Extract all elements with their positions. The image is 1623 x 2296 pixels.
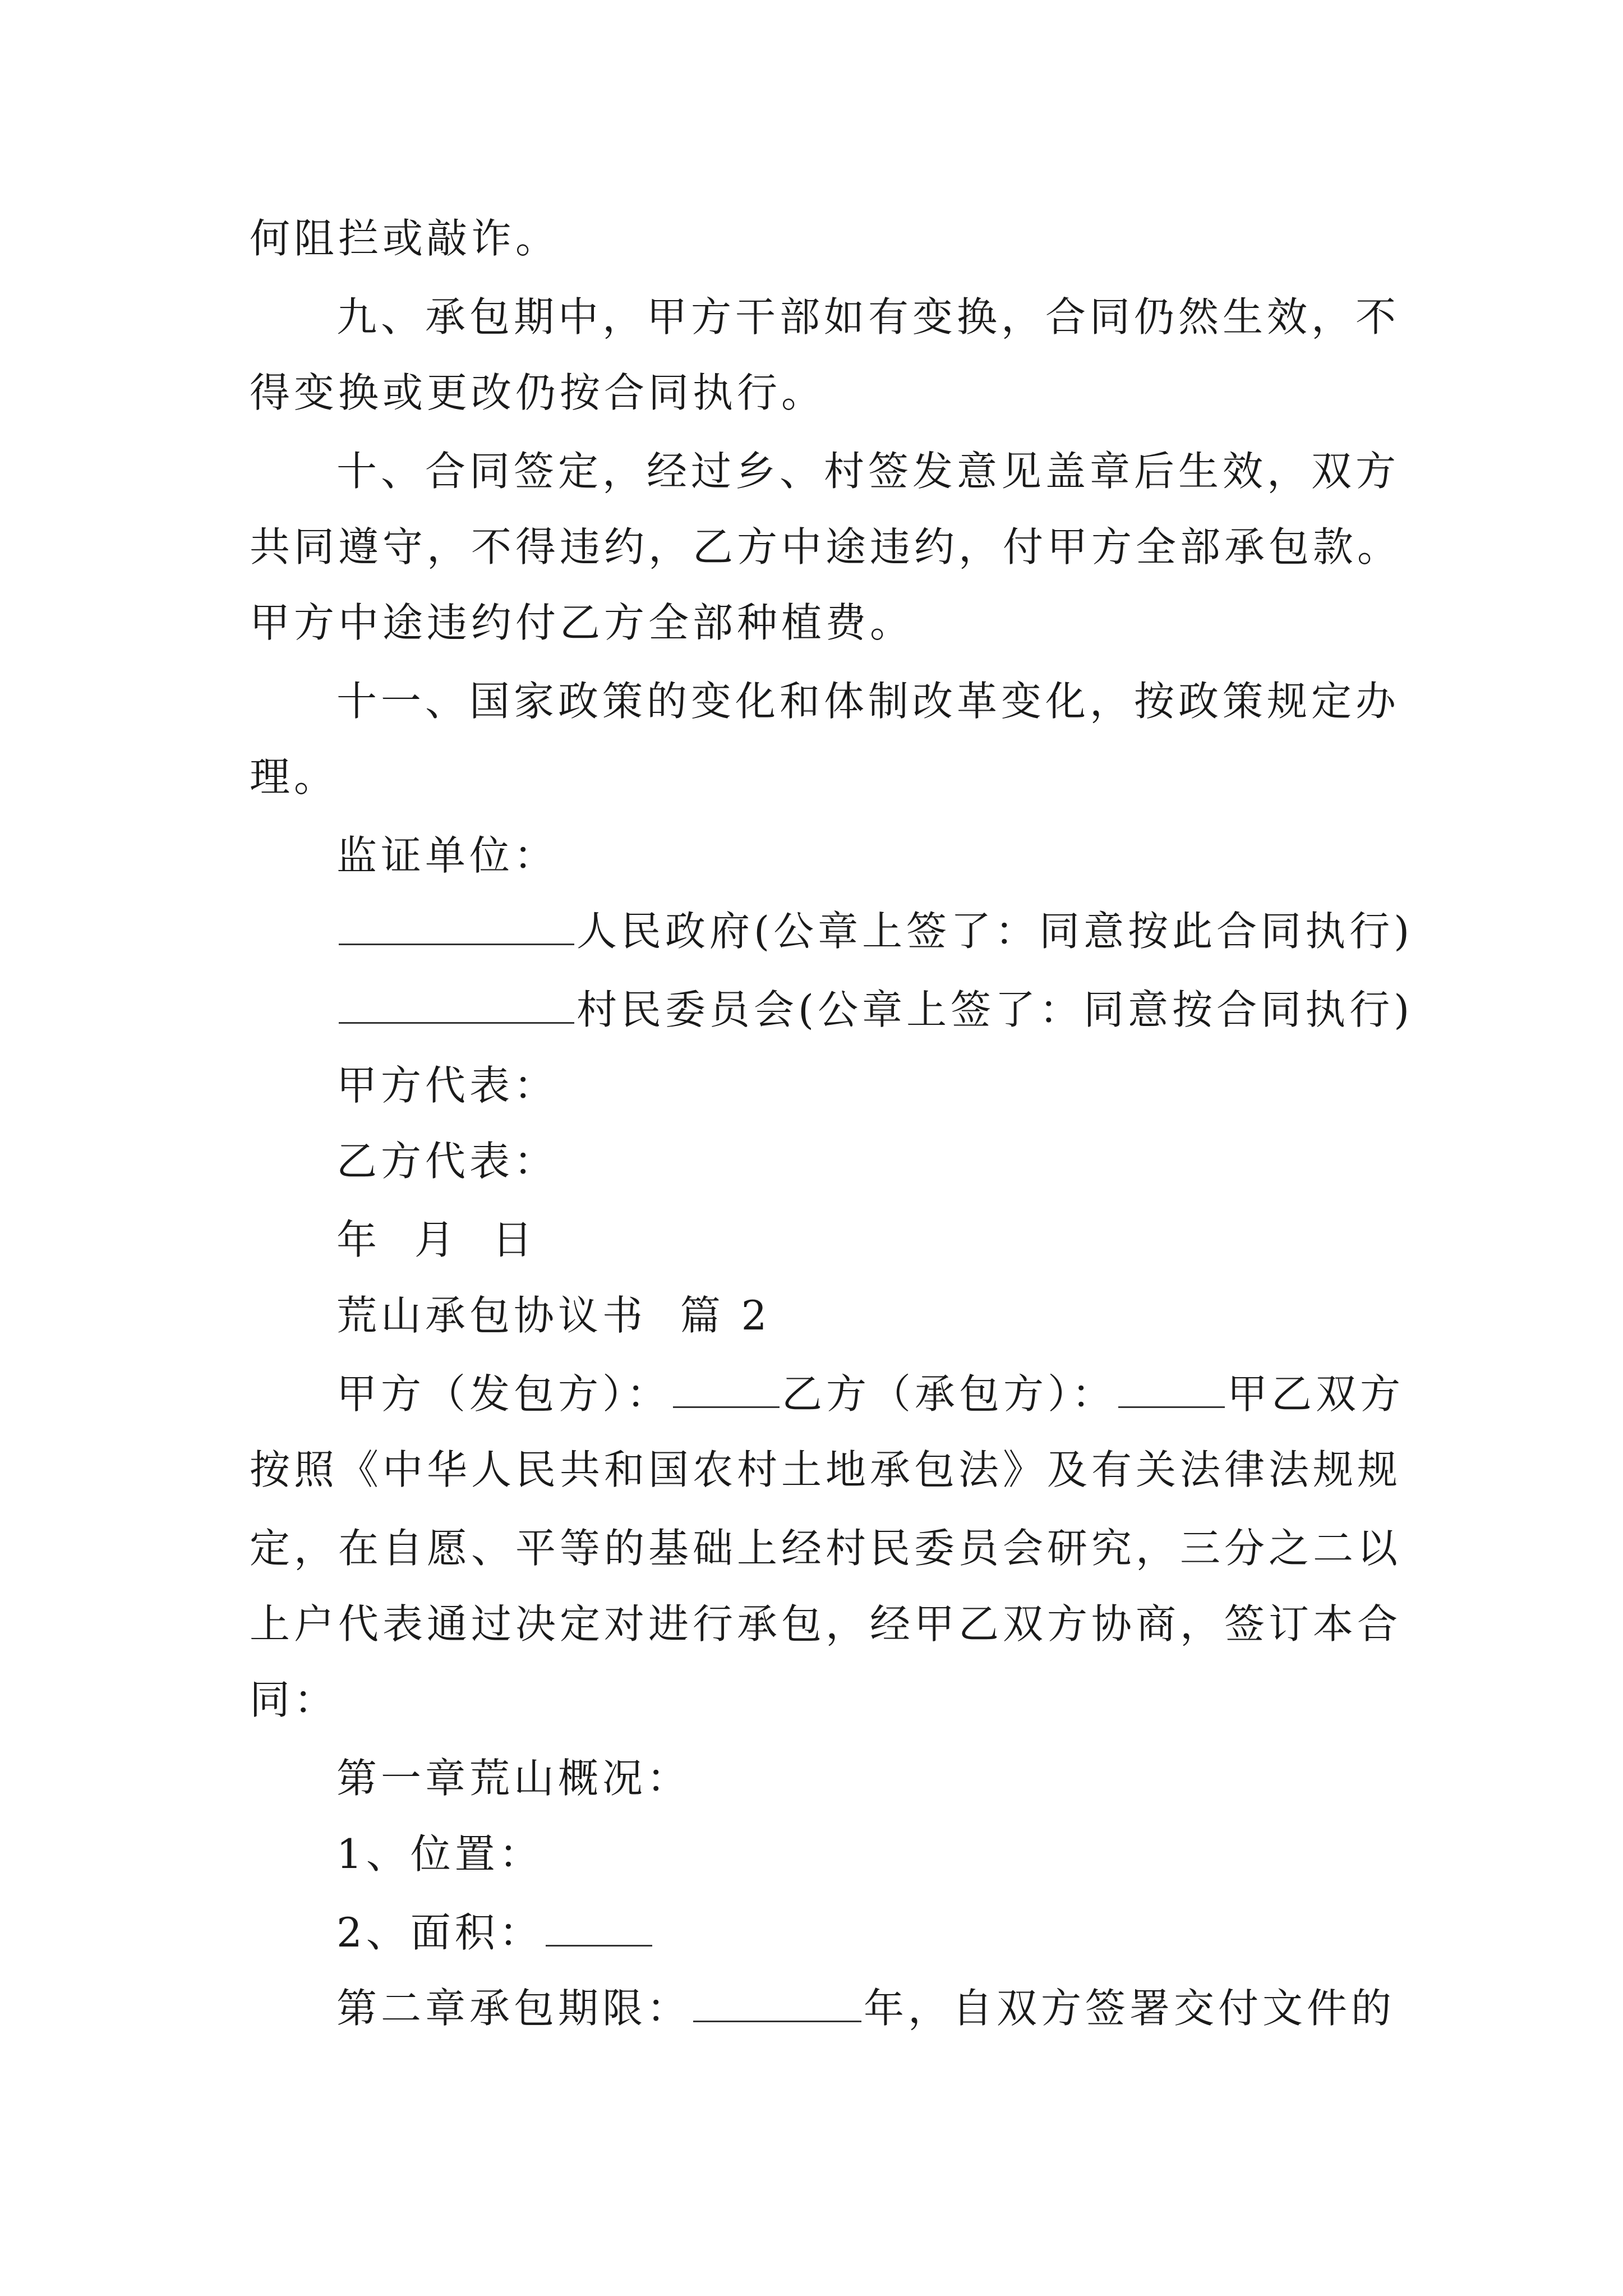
term-years-blank <box>693 1987 861 2022</box>
text-line <box>336 1130 1492 1192</box>
line-text: 何阻拦或敲诈。 <box>250 215 560 262</box>
text-line <box>250 746 1405 808</box>
text-line <box>250 1439 1405 1501</box>
date-line: 年 月 日 <box>336 1216 537 1263</box>
text-line <box>250 208 1405 269</box>
clause-eleven: 十一、国家政策的变化和体制改革变化，按政策规定办 <box>336 678 1400 725</box>
text-line <box>250 362 1405 424</box>
text-line <box>336 900 1492 962</box>
text-line <box>336 1823 1492 1885</box>
clause-nine: 九、承包期中，甲方干部如有变换，合同仍然生效，不 <box>336 293 1400 341</box>
text-line <box>250 1593 1405 1655</box>
text-line <box>336 979 1492 1041</box>
party-a-label: 甲方（发包方）： <box>336 1370 671 1418</box>
supervisor-label: 监证单位： <box>336 832 559 879</box>
text-line <box>250 1517 1405 1579</box>
line-text: 按照《中华人民共和国农村土地承包法》及有关法律法规规 <box>250 1446 1402 1493</box>
text-line <box>336 825 1492 886</box>
party-a-blank <box>673 1373 780 1408</box>
line-text: 共同遵守，不得违约，乙方中途违约，付甲方全部承包款。 <box>250 523 1402 570</box>
text-line <box>250 1669 1405 1731</box>
both-parties-text: 甲乙双方 <box>1227 1370 1405 1418</box>
line-text: 得变换或更改仍按合同执行。 <box>250 369 826 416</box>
text-line <box>336 670 1492 732</box>
text-line <box>336 1055 1492 1116</box>
text-line <box>336 286 1492 348</box>
text-line <box>336 1902 1492 1963</box>
village-stamp-text: 村民委员会(公章上签了：同意按合同执行) <box>577 986 1414 1033</box>
party-b-blank <box>1118 1373 1225 1408</box>
text-line <box>336 1977 1492 2039</box>
government-stamp-text: 人民政府(公章上签了：同意按此合同执行) <box>577 908 1414 955</box>
chapter-two-heading: 第二章承包期限： <box>336 1985 691 2032</box>
line-text: 定，在自愿、平等的基础上经村民委员会研究，三分之二以 <box>250 1525 1402 1572</box>
text-line <box>250 592 1405 654</box>
party-b-representative-label: 乙方代表： <box>336 1138 559 1185</box>
section-title: 荒山承包协议书 篇 2 <box>336 1292 771 1339</box>
area-blank <box>546 1911 652 1947</box>
text-line <box>336 440 1492 502</box>
text-line <box>336 1285 1492 1346</box>
term-text: 年，自双方签署交付文件的 <box>864 1985 1396 2032</box>
village-committee-blank <box>339 988 574 1024</box>
line-text: 上户代表通过决定对进行承包，经甲乙双方协商，签订本合 <box>250 1600 1402 1648</box>
line-text: 甲方中途违约付乙方全部种植费。 <box>250 599 915 646</box>
chapter-one-heading: 第一章荒山概况： <box>336 1755 691 1802</box>
text-line <box>336 1209 1492 1271</box>
text-line <box>250 516 1405 578</box>
line-text: 理。 <box>250 753 339 800</box>
line-text: 同： <box>250 1676 339 1723</box>
area-label: 2、面积： <box>336 1909 543 1956</box>
text-line <box>336 1363 1492 1425</box>
party-a-representative-label: 甲方代表： <box>336 1062 559 1109</box>
location-label: 1、位置： <box>336 1830 543 1878</box>
government-name-blank <box>339 910 574 945</box>
party-b-label: 乙方（承包方）： <box>782 1370 1117 1418</box>
clause-ten: 十、合同签定，经过乡、村签发意见盖章后生效，双方 <box>336 448 1400 495</box>
text-line <box>336 1747 1492 1809</box>
